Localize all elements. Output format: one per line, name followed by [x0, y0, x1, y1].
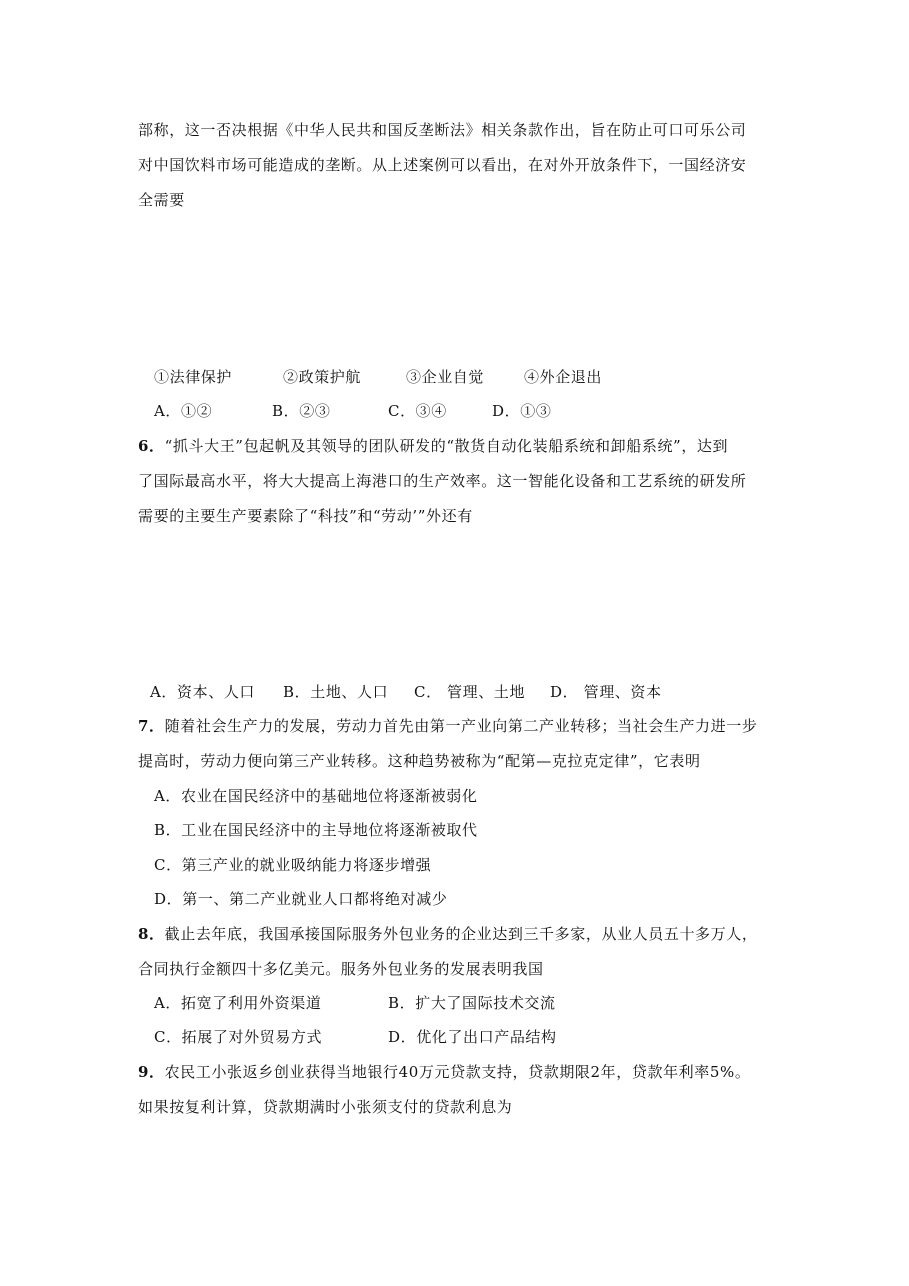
q6-stem-line-3: 需要的主要生产要素除了“科技”和“劳动’”外还有	[138, 507, 473, 525]
q6-option-c: C． 管理、土地	[414, 683, 526, 701]
q7-number: 7．	[138, 717, 165, 735]
q8-stem-line-1	[138, 924, 757, 944]
q5-item-2: ②政策护航	[283, 368, 362, 386]
q5-option-b: B．②③	[272, 402, 331, 420]
q8-stem-line-2: 合同执行金额四十多亿美元。服务外包业务的发展表明我国	[138, 960, 544, 978]
q5-item-3: ③企业自觉	[406, 368, 485, 386]
q9-stem-line-1	[138, 1062, 750, 1082]
q5-option-c: C．③④	[388, 402, 447, 420]
q5-item-4: ④外企退出	[524, 368, 603, 386]
q6-stem-text-1: “抓斗大王”包起帆及其领导的团队研发的“散货自动化装船系统和卸船系统”，达到	[164, 437, 729, 455]
q5-stem-line-1: 部称，这一否决根据《中华人民共和国反垄断法》相关条款作出，旨在防止可口可乐公司	[138, 121, 747, 139]
q7-option-d: D．第一、第二产业就业人口都将绝对减少	[154, 890, 448, 908]
q5-option-a: A．①②	[154, 402, 213, 420]
q9-stem-line-2: 如果按复利计算，贷款期满时小张须支付的贷款利息为	[138, 1098, 513, 1116]
q7-option-b: B．工业在国民经济中的主导地位将逐渐被取代	[154, 821, 478, 839]
q6-option-d: D． 管理、资本	[550, 683, 662, 701]
q9-stem-text-1: 农民工小张返乡创业获得当地银行40万元贷款支持，贷款期限2年，贷款年利率5%。	[164, 1063, 751, 1081]
q8-option-d: D．优化了出口产品结构	[388, 1028, 557, 1046]
q5-stem-line-2: 对中国饮料市场可能造成的垄断。从上述案例可以看出，在对外开放条件下，一国经济安	[138, 156, 747, 174]
q9-number: 9．	[138, 1063, 165, 1081]
q8-option-c: C．拓展了对外贸易方式	[154, 1028, 323, 1046]
q8-option-a: A．拓宽了利用外资渠道	[154, 994, 322, 1012]
q5-option-d: D．①③	[492, 402, 552, 420]
q7-stem-text-1: 随着社会生产力的发展，劳动力首先由第一产业向第二产业转移；当社会生产力进一步	[164, 717, 758, 735]
q6-stem-line-1	[138, 436, 728, 456]
q8-number: 8．	[138, 925, 165, 943]
q5-stem-line-3: 全需要	[138, 191, 185, 209]
q7-option-a: A．农业在国民经济中的基础地位将逐渐被弱化	[154, 787, 478, 805]
q8-stem-text-1: 截止去年底，我国承接国际服务外包业务的企业达到三千多家，从业人员五十多万人，	[164, 925, 758, 943]
q7-stem-line-1	[138, 716, 757, 736]
q8-option-b: B．扩大了国际技术交流	[388, 994, 556, 1012]
q7-stem-line-2: 提高时，劳动力便向第三产业转移。这种趋势被称为“配第—克拉克定律”，它表明	[138, 752, 701, 770]
q6-option-b: B．土地、人口	[283, 683, 389, 701]
q6-number: 6．	[138, 437, 165, 455]
q7-option-c: C．第三产业的就业吸纳能力将逐步增强	[154, 856, 432, 874]
q5-item-1: ①法律保护	[154, 368, 233, 386]
q6-stem-line-2: 了国际最高水平，将大大提高上海港口的生产效率。这一智能化设备和工艺系统的研发所	[138, 472, 747, 490]
q6-option-a: A．资本、人口	[150, 683, 256, 701]
